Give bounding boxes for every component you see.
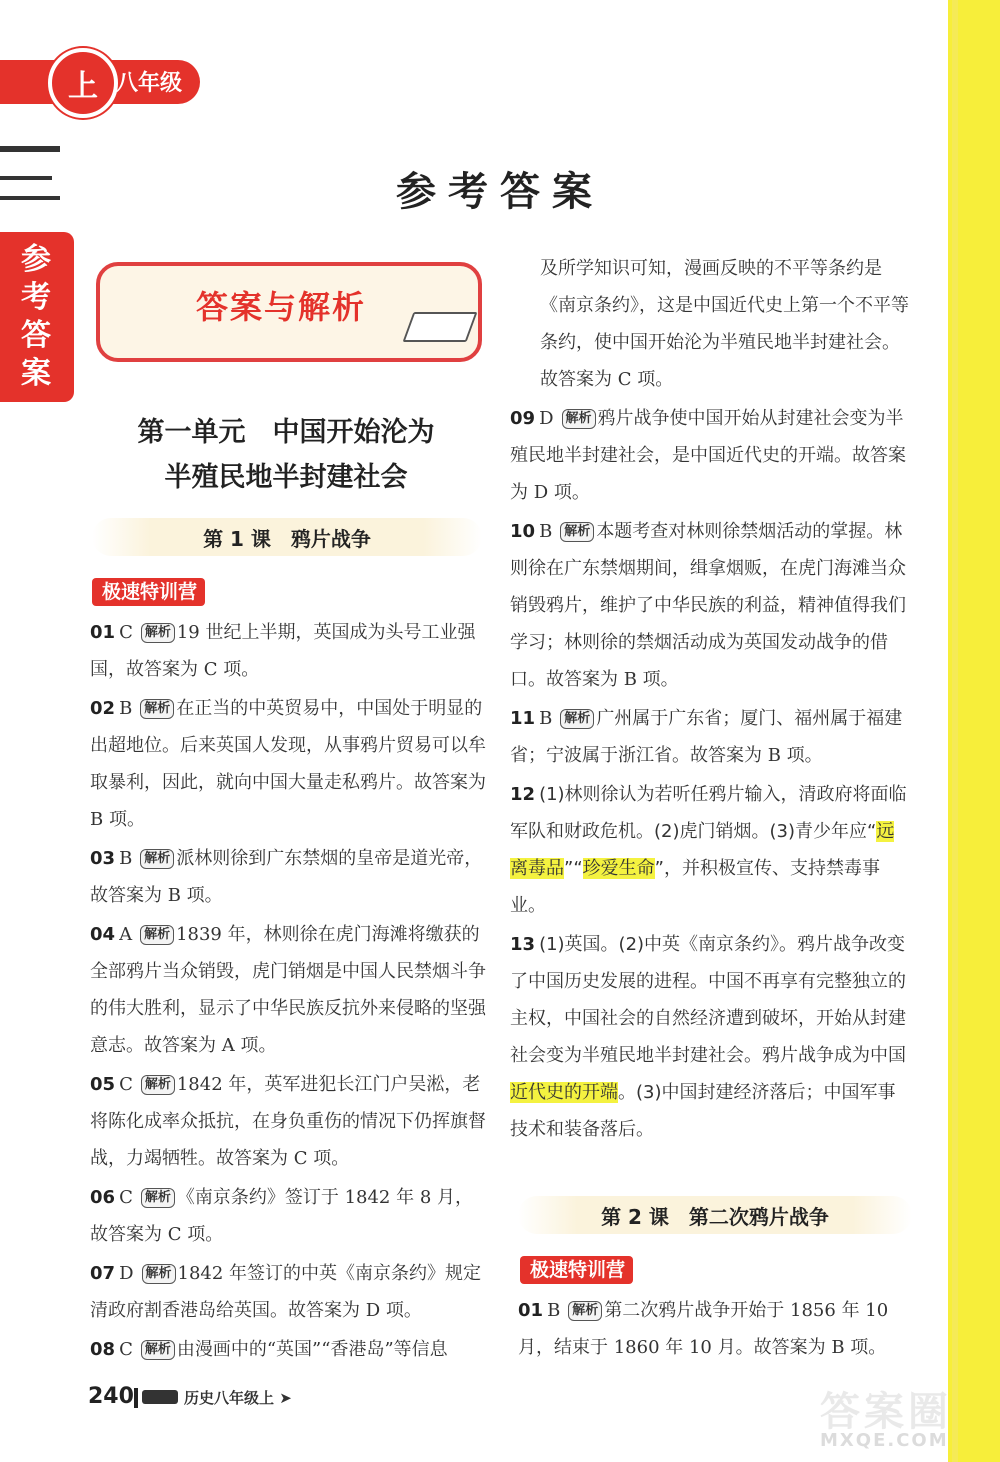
answer-item <box>90 1331 490 1368</box>
training-camp-label: 极速特训营 <box>520 1256 633 1284</box>
answer-letter: B <box>119 698 133 719</box>
answer-text: ”“ <box>564 858 583 879</box>
analysis-tag: 解析 <box>140 699 174 719</box>
side-tab-char: 答 <box>21 318 53 353</box>
analysis-text: 派林则徐到广东禁烟的皇帝是道光帝，故答案为 B 项。 <box>90 848 483 906</box>
answer-text: (1)英国。(2)中英《南京条约》。鸦片战争改变了中国历史发展的进程。中国不再享有完整独立的主权，中国社会的自然经济遭到破坏，开始从封建社会变为半殖民地半封建社会。鸦片战争成为中国 <box>510 934 906 1066</box>
answer-letter: B <box>539 521 553 542</box>
answer-text: (1)林则徐认为若听任鸦片输入，清政府将面临军队和财政危机。(2)虎门销烟。(3)青少年应“ <box>510 784 907 842</box>
analysis-text: 《南京条约》签订于 1842 年 8 月，故答案为 C 项。 <box>90 1187 474 1245</box>
side-tab-char: 考 <box>21 280 53 315</box>
answer-item <box>510 700 910 774</box>
analysis-tag: 解析 <box>141 1340 175 1360</box>
answer-letter: B <box>119 848 133 869</box>
analysis-text: 第二次鸦片战争开始于 1856 年 10 月，结束于 1860 年 10 月。故答案为 B 项。 <box>518 1300 889 1358</box>
answer-item <box>90 1179 490 1253</box>
question-number: 06 <box>90 1187 116 1208</box>
answer-letter: D <box>539 408 554 429</box>
page-title: 参考答案 <box>396 168 604 215</box>
footer-divider <box>134 1388 138 1408</box>
analysis-tag: 解析 <box>560 709 594 729</box>
answer-item <box>90 1255 490 1329</box>
book-pen-icon <box>403 312 478 342</box>
analysis-text: 鸦片战争使中国开始从封建社会变为半殖民地半封建社会，是中国近代史的开端。故答案为 D 项。 <box>510 408 906 503</box>
right-answer-column <box>510 250 910 1148</box>
analysis-tag: 解析 <box>568 1301 602 1321</box>
question-number: 10 <box>510 521 536 542</box>
analysis-tag: 解析 <box>142 1264 176 1284</box>
answer-letter: C <box>119 1074 133 1095</box>
side-tab-char: 案 <box>21 356 53 391</box>
analysis-tag: 解析 <box>140 925 174 945</box>
question-number: 11 <box>510 708 536 729</box>
analysis-text: 在正当的中英贸易中，中国处于明显的出超地位。后来英国人发现，从事鸦片贸易可以牟取暴利，因此，就向中国大量走私鸦片。故答案为 B 项。 <box>90 698 486 830</box>
answer-item <box>90 690 490 838</box>
answer-item <box>90 614 490 688</box>
analysis-text: 1842 年签订的中英《南京条约》规定清政府割香港岛给英国。故答案为 D 项。 <box>90 1263 482 1321</box>
answer-item <box>90 1066 490 1177</box>
volume-badge <box>48 48 118 118</box>
volume-label: 上 <box>68 69 98 104</box>
publisher-badge-icon <box>142 1390 178 1404</box>
analysis-text: 本题考查对林则徐禁烟活动的掌握。林则徐在广东禁烟期间，缉拿烟贩，在虎门海滩当众销毁鸦片，维护了中华民族的利益，精神值得我们学习；林则徐的禁烟活动成为英国发动战争的借口。故答案为 B 项。 <box>510 521 906 690</box>
highlighted-text: 近代史的开端 <box>510 1082 618 1103</box>
answer-letter: C <box>119 1187 133 1208</box>
lesson2-answers <box>518 1292 918 1366</box>
analysis-tag: 解析 <box>141 623 175 643</box>
analysis-tag: 解析 <box>141 1075 175 1095</box>
question-number: 09 <box>510 408 536 429</box>
question-number: 03 <box>90 848 116 869</box>
footer-subject-label: 历史八年级上 <box>184 1389 275 1407</box>
answer-item-13 <box>510 926 910 1148</box>
answer-item-12 <box>510 776 910 924</box>
answer-text: ”，并积极宣传、支持禁毒事业。 <box>510 858 880 916</box>
side-tab-char: 参 <box>21 242 53 277</box>
question-number: 12 <box>510 784 536 805</box>
answer-item <box>510 400 910 511</box>
analysis-tag: 解析 <box>141 1188 175 1208</box>
analysis-text: 广州属于广东省；厦门、福州属于福建省；宁波属于浙江省。故答案为 B 项。 <box>510 708 903 766</box>
watermark-url: MXQE.COM <box>820 1430 949 1451</box>
answer-letter: C <box>119 622 133 643</box>
analysis-text: 1839 年，林则徐在虎门海滩将缴获的全部鸦片当众销毁，虎门销烟是中国人民禁烟斗争的伟大胜利，显示了中华民族反抗外来侵略的坚强意志。故答案为 A 项。 <box>90 924 486 1056</box>
analysis-tag: 解析 <box>562 409 596 429</box>
question-number: 01 <box>90 622 116 643</box>
highlighted-text: 远离毒品 <box>510 821 895 879</box>
lesson-heading: 第 2 课 第二次鸦片战争 <box>518 1196 912 1234</box>
analysis-text: 19 世纪上半期，英国成为头号工业强国，故答案为 C 项。 <box>90 622 476 680</box>
answer-item <box>90 916 490 1064</box>
question-number: 13 <box>510 934 536 955</box>
answer-item <box>90 840 490 914</box>
analysis-text: 1842 年，英军进犯长江门户吴淞，老将陈化成率众抵抗，在身负重伤的情况下仍挥旗督战，力竭牺牲。故答案为 C 项。 <box>90 1074 486 1169</box>
answer-item <box>518 1292 918 1366</box>
lesson-heading: 第 1 课 鸦片战争 <box>92 518 482 556</box>
question-number: 07 <box>90 1263 116 1284</box>
answer-letter: C <box>119 1339 133 1360</box>
continued-text: 及所学知识可知，漫画反映的不平等条约是《南京条约》，这是中国近代史上第一个不平等条约，使中国开始沦为半殖民地半封建社会。故答案为 C 项。 <box>540 258 909 390</box>
grade-label: 八年级 <box>116 71 183 96</box>
watermark-logo: 答案圈 <box>820 1389 952 1435</box>
unit-title-line2: 半殖民地半封建社会 <box>164 462 408 493</box>
answer-letter: B <box>539 708 553 729</box>
answer-letter: A <box>119 924 133 945</box>
question-number: 01 <box>518 1300 544 1321</box>
answer-item <box>510 513 910 698</box>
page-number: 240 <box>88 1384 134 1409</box>
question-number: 04 <box>90 924 116 945</box>
analysis-tag: 解析 <box>560 522 594 542</box>
yellow-edge-inner <box>952 0 958 1462</box>
analysis-tag: 解析 <box>140 849 174 869</box>
answer-letter: B <box>547 1300 561 1321</box>
footer-subject: 历史八年级上 ➤ <box>184 1389 292 1407</box>
question-number: 08 <box>90 1339 116 1360</box>
training-camp-label: 极速特训营 <box>92 578 205 606</box>
analysis-text: 由漫画中的“英国”“香港岛”等信息 <box>176 1339 448 1360</box>
question-number: 05 <box>90 1074 116 1095</box>
banner-title: 答案与解析 <box>196 288 367 326</box>
answer-letter: D <box>119 1263 134 1284</box>
unit-title-line1: 第一单元 中国开始沦为 <box>137 417 435 448</box>
side-tab <box>0 232 74 402</box>
highlighted-text: 珍爱生命 <box>582 858 655 879</box>
question-number: 02 <box>90 698 116 719</box>
answer-text: 。(3)中国封建经济落后；中国军事技术和装备落后。 <box>510 1082 896 1140</box>
decor-line <box>0 146 60 152</box>
left-answer-column <box>90 614 490 1368</box>
